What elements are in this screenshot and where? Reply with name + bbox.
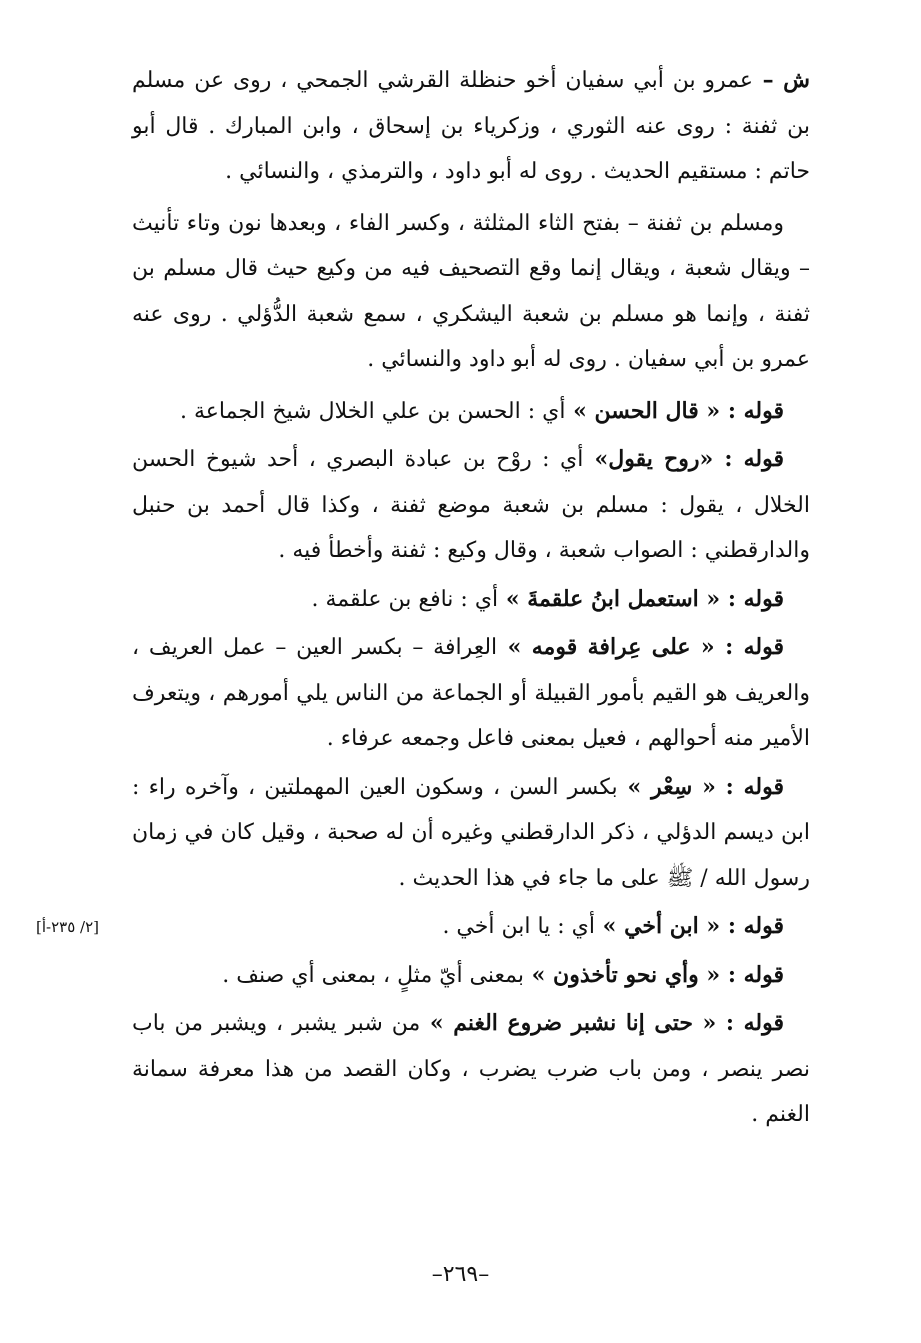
paragraph-body: أي : نافع بن علقمة .: [311, 586, 499, 612]
paragraph-lead: ش –: [753, 67, 810, 93]
paragraph-lead: قوله : « حتى إنا نشبر ضروع الغنم »: [420, 1010, 784, 1036]
paragraph-body: بمعنى أيّ مثلٍ ، بمعنى أي صنف .: [222, 962, 524, 988]
commentary-text: [132, 58, 810, 1141]
paragraph-body: أي : يا ابن أخي .: [442, 914, 595, 939]
paragraph-lead: قوله : « استعمل ابنُ علقمةَ »: [498, 585, 784, 612]
paragraph-lead: قوله : « قال الحسن »: [565, 397, 784, 424]
page-number: –٢٦٩–: [431, 1262, 490, 1287]
paragraph-5: [132, 577, 810, 623]
paragraph-9: [132, 953, 810, 999]
paragraph-8: [132, 904, 810, 950]
paragraph-4: [132, 437, 810, 574]
paragraph-lead: قوله : « وأي نحو تأخذون »: [523, 961, 784, 988]
paragraph-body: أي : روْح بن عبادة البصري ، أحد شيوخ الحسن الخلال ، يقول : مسلم بن شعبة موضع ثفنة ، وكذا قال أحمد بن حنبل والدارقطني : الصواب شعبة ، وقال وكيع : ثفنة وأخطأ فيه .: [132, 447, 810, 563]
paragraph-body: عمرو بن أبي سفيان أخو حنظلة القرشي الجمحي ، روى عن مسلم بن ثفنة : روى عنه الثوري ، وزكرياء بن إسحاق ، وابن المبارك . قال أبو حاتم : مستقيم الحديث . روى له أبو داود ، والترمذي ، والنسائي .: [132, 68, 810, 184]
paragraph-lead: قوله : « ابن أخي »: [595, 913, 784, 939]
paragraph-body: من شبر يشبر ، ويشبر من باب نصر ينصر ، ومن باب ضرب يضرب ، وكان القصد من هذا معرفة سمانة الغنم .: [132, 1011, 810, 1127]
paragraph-7: [132, 765, 810, 902]
manuscript-folio-reference: [٢/ ٢٣٥-أ]: [36, 918, 100, 936]
paragraph-body: بكسر السن ، وسكون العين المهملتين ، وآخره راء : ابن ديسم الدؤلي ، ذكر الدارقطني وغيره أن له صحبة ، وقيل كان في زمان رسول الله / ﷺ على ما جاء في هذا الحديث .: [132, 774, 810, 891]
paragraph-lead: قوله : «روح يقول»: [583, 446, 784, 472]
paragraph-body: ومسلم بن ثفنة – بفتح الثاء المثلثة ، وكسر الفاء ، وبعدها نون وتاء تأنيث – ويقال شعبة ، ويقال إنما وقع التصحيف فيه من وكيع حيث قال مسلم بن ثفنة ، وإنما هو مسلم بن شعبة اليشكري ، سمع شعبة الدُّؤلي . روى عنه عمرو بن أبي سفيان . روى له أبو داود والنسائي .: [132, 210, 811, 372]
paragraph-body: أي : الحسن بن علي الخلال شيخ الجماعة .: [179, 398, 566, 424]
paragraph-body: العِرافة – بكسر العين – عمل العريف ، والعريف هو القيم بأمور القبيلة أو الجماعة من الناس يلي أمورهم ، ويتعرف الأمير منه أحوالهم ، فعيل بمعنى فاعل وجمعه عرفاء .: [132, 635, 810, 751]
paragraph-lead: قوله : « سِعْر »: [617, 773, 784, 800]
paragraph-6: [132, 625, 810, 762]
paragraph-3: [132, 389, 810, 435]
paragraph-lead: قوله : « على عِرافة قومه »: [497, 634, 784, 660]
paragraph-2: [132, 201, 810, 383]
paragraph-1: [132, 58, 810, 195]
paragraph-10: [132, 1001, 810, 1138]
